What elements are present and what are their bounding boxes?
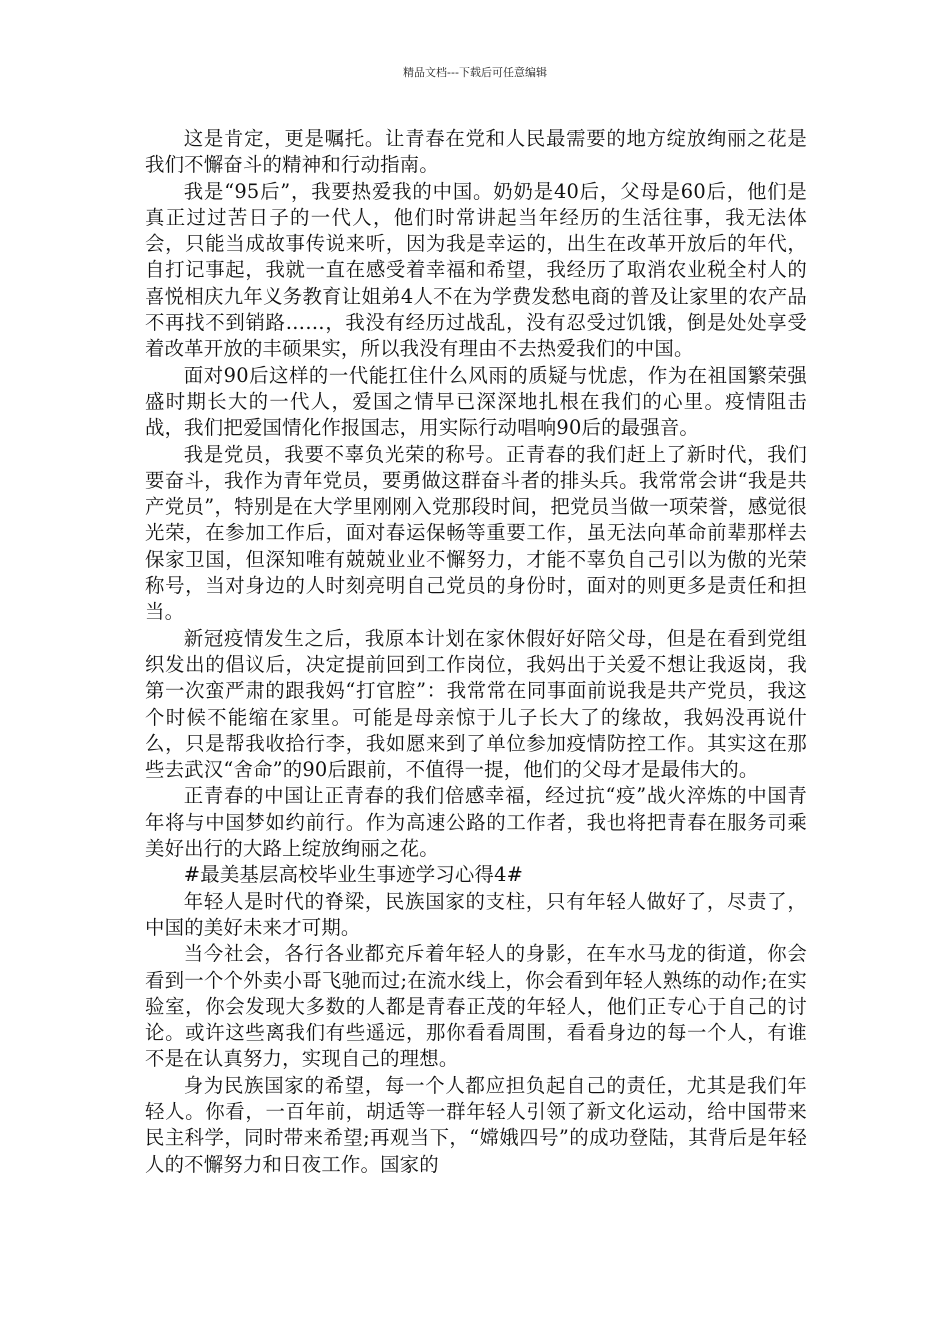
paragraph: 当今社会，各行各业都充斥着年轻人的身影，在车水马龙的街道，你会看到一个个外卖小哥飞驰而过;在流水线上，你会看到年轻人熟练的动作;在实验室，你会发现大多数的人都是青春正茂的年轻人，他们正专心于自己的讨论。或许这些离我们有些遥远，那你看看周围，看看身边的每一个人，有谁不是在认真努力，实现自己的理想。: [145, 942, 807, 1071]
paragraph: 这是肯定，更是嘱托。让青春在党和人民最需要的地方绽放绚丽之花是我们不懈奋斗的精神和行动指南。: [145, 127, 807, 177]
paragraph: 正青春的中国让正青春的我们倍感幸福，经过抗“疫”战火淬炼的中国青年将与中国梦如约前行。作为高速公路的工作者，我也将把青春在服务司乘美好出行的大路上绽放绚丽之花。: [145, 784, 807, 861]
paragraph: 身为民族国家的希望，每一个人都应担负起自己的责任，尤其是我们年轻人。你看，一百年前，胡适等一群年轻人引领了新文化运动，给中国带来民主科学，同时带来希望;再观当下，“嫦娥四号”的成功登陆，其背后是年轻人的不懈努力和日夜工作。国家的: [145, 1073, 807, 1176]
paragraph: 年轻人是时代的脊梁，民族国家的支柱，只有年轻人做好了，尽责了，中国的美好未来才可期。: [145, 889, 807, 939]
paragraph: 我是“95后”，我要热爱我的中国。奶奶是40后，父母是60后，他们是真正过过苦日子的一代人，他们时常讲起当年经历的生活往事，我无法体会，只能当成故事传说来听，因为我是幸运的，出生在改革开放后的年代，自打记事起，我就一直在感受着幸福和希望，我经历了取消农业税全村人的喜悦相庆九年义务教育让姐弟4人不在为学费发愁电商的普及让家里的农产品不再找不到销路……，我没有经历过战乱，没有忍受过饥饿，倒是处处享受着改革开放的丰硕果实，所以我没有理由不去热爱我们的中国。: [145, 179, 807, 361]
paragraph: 我是党员，我要不辜负光荣的称号。正青春的我们赶上了新时代，我们要奋斗，我作为青年党员，要勇做这群奋斗者的排头兵。我常常会讲“我是共产党员”，特别是在大学里刚刚入党那段时间，把党员当做一项荣誉，感觉很光荣，在参加工作后，面对春运保畅等重要工作，虽无法向革命前辈那样去保家卫国，但深知唯有兢兢业业不懈努力，才能不辜负自己引以为傲的光荣称号，当对身边的人时刻亮明自己党员的身份时，面对的则更多是责任和担当。: [145, 442, 807, 624]
page-header: 精品文档---下载后可任意编辑: [403, 66, 547, 79]
document-body: [145, 126, 807, 1178]
paragraph: 面对90后这样的一代能扛住什么风雨的质疑与忧虑，作为在祖国繁荣强盛时期长大的一代人，爱国之情早已深深地扎根在我们的心里。疫情阻击战，我们把爱国情化作报国志，用实际行动唱响90后的最强音。: [145, 363, 807, 440]
section-heading: #最美基层高校毕业生事迹学习心得4#: [183, 863, 524, 887]
paragraph: 新冠疫情发生之后，我原本计划在家休假好好陪父母，但是在看到党组织发出的倡议后，决定提前回到工作岗位，我妈出于关爱不想让我返岗，我第一次蛮严肃的跟我妈“打官腔”：我常常在同事面前说我是共产党员，我这个时候不能缩在家里。可能是母亲惊于儿子长大了的缘故，我妈没再说什么，只是帮我收拾行李，我如愿来到了单位参加疫情防控工作。其实这在那些去武汉“舍命”的90后跟前，不值得一提，他们的父母才是最伟大的。: [145, 626, 807, 782]
